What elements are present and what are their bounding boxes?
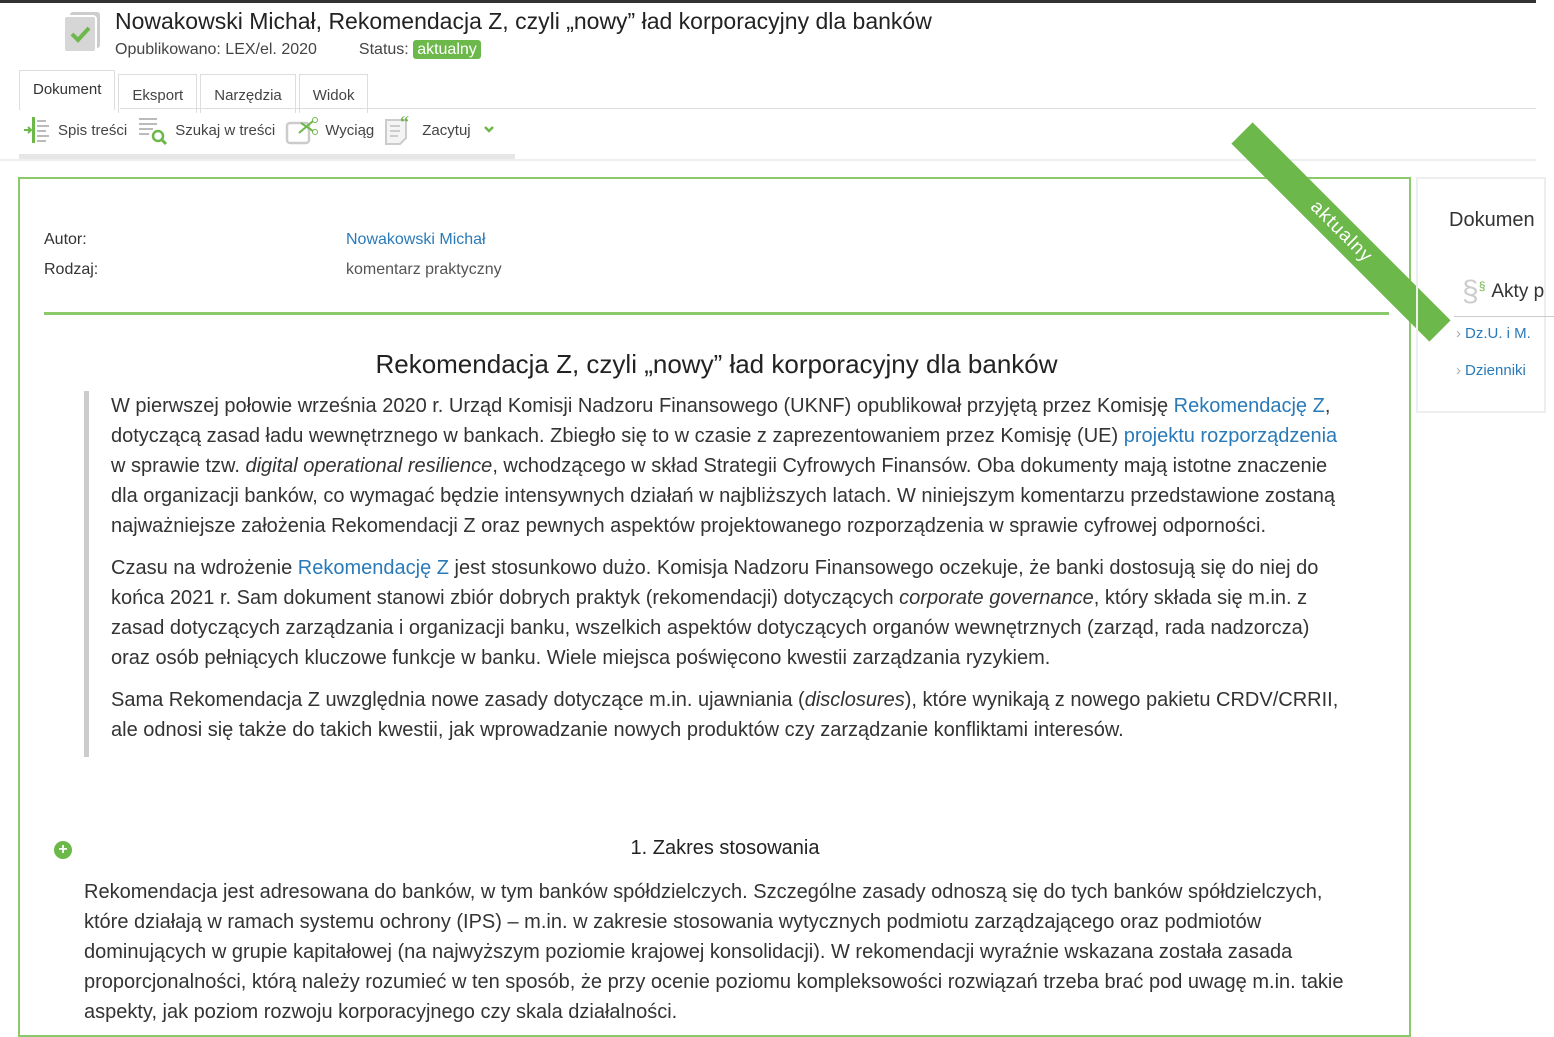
document-status-icon — [64, 12, 102, 52]
lead-paragraph-2: Czasu na wdrożenie Rekomendację Z jest stosunkowo dużo. Komisja Nadzoru Finansowego oczekuje, że banki dostosują się do niej do końca 2021 r. Sam dokument stanowi zbiór dobrych praktyk (rekomendacji) dotyczących corporate governance, który składa się m.in. z zasad dotyczących zarządzania i organizacji banku, wszelkich aspektów dotyczących organów wewnętrznych (zarząd, rada nadzorcza) oraz osób pełniących kluczowe funkcje w banku. Wiele miejsca poświęcono kwestii zarządzania ryzykiem. — [111, 557, 1319, 669]
quote-button[interactable] — [384, 114, 500, 146]
toolbar — [22, 114, 511, 146]
tab-dokument[interactable]: Dokument — [19, 70, 115, 110]
status-ribbon: aktualny — [1231, 122, 1450, 341]
chevron-right-icon: › — [1456, 362, 1461, 379]
extract-button[interactable] — [285, 115, 374, 145]
status-label: Status: — [358, 41, 409, 58]
ribbon-tabs — [19, 70, 371, 113]
section-heading: 1. Zakres stosowania — [630, 837, 820, 859]
quote-label: Zacytuj — [422, 121, 471, 139]
tab-eksport[interactable]: Eksport — [118, 74, 197, 113]
legal-acts-group[interactable]: §§ Akty p — [1462, 275, 1545, 308]
lead-paragraph-3: Sama Rekomendacja Z uwzględnia nowe zasady dotyczące m.in. ujawniania (disclosures), które wynikają z nowego pakietu CRDV/CRRII, ale odnosi się także do takich kwestii, jak wprowadzanie nowych produktów czy zarządzanie konfliktami interesów. — [111, 689, 1339, 741]
svg-text:“: “ — [400, 112, 410, 132]
tab-widok[interactable]: Widok — [299, 74, 369, 113]
tab-divider — [120, 108, 1536, 109]
type-value: komentarz praktyczny — [346, 261, 502, 278]
panel-heading: Dokumen — [1449, 209, 1535, 231]
regulation-draft-link[interactable]: projektu rozporządzenia — [1123, 425, 1338, 447]
window-top-border — [0, 0, 1536, 3]
link-dzienniki[interactable]: › Dzienniki — [1456, 362, 1526, 379]
quote-icon — [384, 114, 416, 146]
extract-label: Wyciąg — [325, 121, 375, 139]
related-documents-panel — [1416, 177, 1546, 413]
search-text-icon — [137, 115, 169, 145]
chevron-down-icon[interactable] — [477, 123, 501, 137]
chevron-right-icon: › — [1456, 325, 1461, 342]
status-badge: aktualny — [413, 40, 481, 59]
toc-icon — [22, 115, 52, 145]
document-meta — [115, 41, 481, 59]
scissors-icon — [285, 115, 319, 145]
search-label: Szukaj w treści — [175, 121, 276, 139]
article-title: Rekomendacja Z, czyli „nowy” ład korporacyjny dla banków — [375, 349, 1058, 379]
tab-narzedzia[interactable]: Narzędzia — [200, 74, 296, 113]
author-link[interactable]: Nowakowski Michał — [346, 231, 486, 248]
rekomendacja-z-link[interactable]: Rekomendację Z — [297, 557, 449, 579]
lead-paragraph-1: W pierwszej połowie września 2020 r. Urząd Komisji Nadzoru Finansowego (UKNF) opublikował przyjętą przez Komisję Rekomendację Z, dotyczącą zasad ładu wewnętrznego w bankach. Zbiegło się to w czasie z zaprezentowaniem przez Komisję (UE) projektu rozporządzenia w sprawie tzw. digital operational resilience, wchodzącego w skład Strategii Cyfrowych Finansów. Oba dokumenty mają istotne znaczenie dla organizacji banków, co wymagać będzie intensywnych działań w najbliższych latach. W niniejszym komentarzu przedstawione zostaną najważniejsze założenia Rekomendacji Z oraz pewnych aspektów projektowanego rozporządzenia w sprawie cyfrowej odporności. — [111, 395, 1338, 537]
expand-section-icon[interactable]: + — [54, 841, 72, 859]
author-label: Autor: — [44, 231, 87, 248]
paragraph-icon: §§ — [1462, 275, 1486, 308]
search-in-content-button[interactable] — [137, 115, 275, 145]
rekomendacja-z-link[interactable]: Rekomendację Z — [1173, 395, 1325, 417]
toc-label: Spis treści — [58, 121, 128, 139]
toc-button[interactable] — [22, 115, 127, 145]
link-dzu[interactable]: › Dz.U. i M. — [1456, 325, 1531, 342]
lead-block — [84, 391, 1344, 757]
document-title: Nowakowski Michał, Rekomendacja Z, czyli „nowy” ład korporacyjny dla banków — [115, 8, 932, 34]
published-info: Opublikowano: LEX/el. 2020 — [115, 41, 317, 58]
type-label: Rodzaj: — [44, 261, 99, 278]
document-content — [18, 177, 1411, 1037]
panel-divider — [1454, 316, 1554, 317]
header-separator — [0, 159, 1536, 161]
section-paragraph: Rekomendacja jest adresowana do banków, w tym banków spółdzielczych. Szczególne zasady odnoszą się do tych banków spółdzielczych, które działają w ramach systemu ochrony (IPS) – m.in. w zakresie stosowania wytycznych podmiotu zarządzającego oraz podmiotów dominujących w grupie kapitałowej (na najwyższym poziomie krajowej konsolidacji). W rekomendacji wyraźnie wskazana została zasada proporcjonalności, którą należy rozumieć w ten sposób, że przy ocenie poziomu kompleksowości rozwiązań trzeba brać pod uwagę m.in. takie aspekty, jak poziom rozwoju korporacyjnego czy skala działalności. — [84, 881, 1344, 1023]
metadata-divider — [44, 312, 1389, 315]
